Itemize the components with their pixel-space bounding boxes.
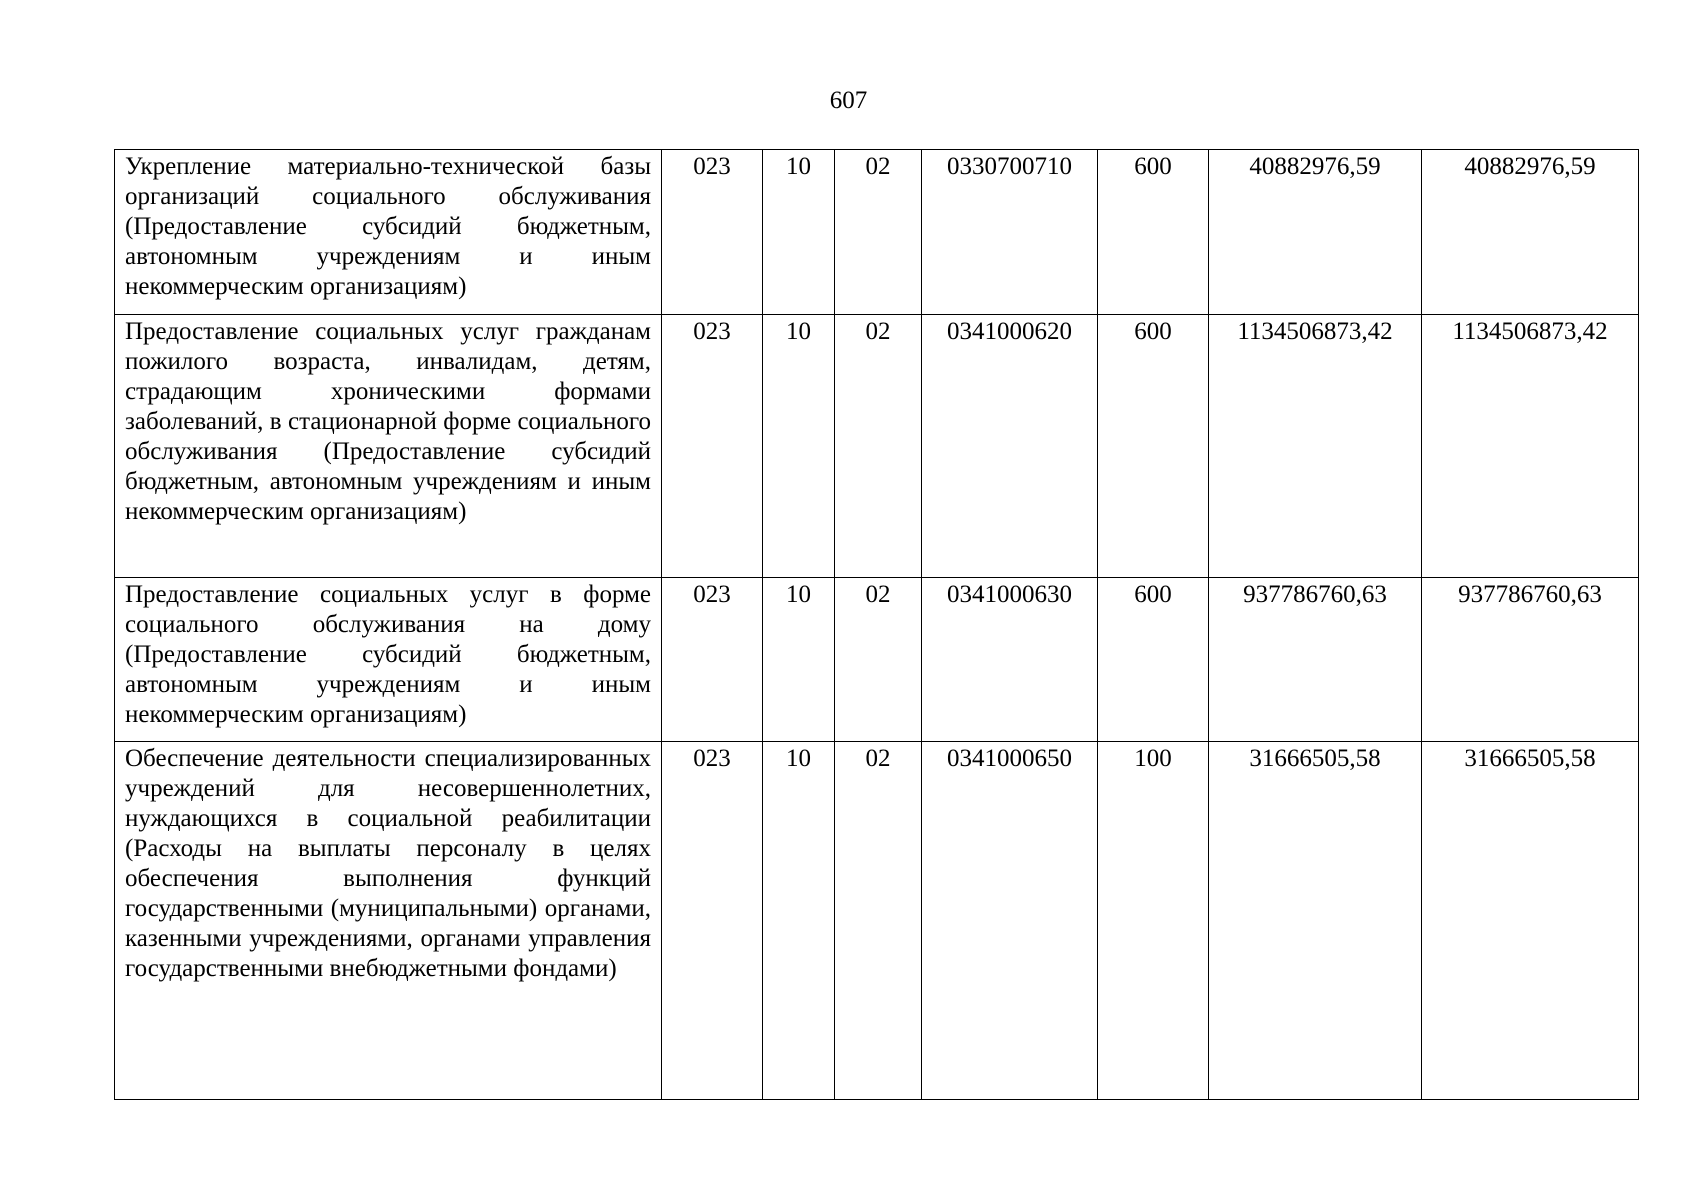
amount-first: 31666505,58	[1209, 742, 1422, 1100]
expense-type-code: 600	[1098, 578, 1209, 742]
table-row	[115, 150, 1639, 315]
page-number: 607	[829, 87, 868, 114]
section-code: 10	[763, 315, 835, 578]
ministry-code: 023	[662, 150, 763, 315]
amount-first: 937786760,63	[1209, 578, 1422, 742]
expense-type-code: 600	[1098, 315, 1209, 578]
amount-first: 1134506873,42	[1209, 315, 1422, 578]
row-description: Укрепление материально-технической базы организаций социального обслуживания (Предоставление субсидий бюджетным, автономным учреждениям и иным некоммерческим организациям)	[115, 150, 662, 315]
target-article-code: 0341000620	[922, 315, 1098, 578]
row-description: Предоставление социальных услуг гражданам пожилого возраста, инвалидам, детям, страдающим хроническими формами заболеваний, в стационарной форме социального обслуживания (Предоставление субсидий бюджетным, автономным учреждениям и иным некоммерческим организациям)	[115, 315, 662, 578]
table-row	[115, 578, 1639, 742]
row-description: Предоставление социальных услуг в форме социального обслуживания на дому (Предоставление субсидий бюджетным, автономным учреждениям и иным некоммерческим организациям)	[115, 578, 662, 742]
amount-second: 1134506873,42	[1422, 315, 1639, 578]
budget-table	[114, 149, 1639, 1100]
table-row	[115, 742, 1639, 1100]
ministry-code: 023	[662, 742, 763, 1100]
section-code: 10	[763, 578, 835, 742]
row-description: Обеспечение деятельности специализированных учреждений для несовершеннолетних, нуждающихся в социальной реабилитации (Расходы на выплаты персоналу в целях обеспечения выполнения функций государственными (муниципальными) органами, казенными учреждениями, органами управления государственными внебюджетными фондами)	[115, 742, 662, 1100]
section-code: 10	[763, 150, 835, 315]
target-article-code: 0341000630	[922, 578, 1098, 742]
subsection-code: 02	[835, 578, 922, 742]
table-row	[115, 315, 1639, 578]
amount-second: 31666505,58	[1422, 742, 1639, 1100]
subsection-code: 02	[835, 742, 922, 1100]
expense-type-code: 100	[1098, 742, 1209, 1100]
expense-type-code: 600	[1098, 150, 1209, 315]
section-code: 10	[763, 742, 835, 1100]
target-article-code: 0330700710	[922, 150, 1098, 315]
amount-second: 937786760,63	[1422, 578, 1639, 742]
subsection-code: 02	[835, 150, 922, 315]
amount-second: 40882976,59	[1422, 150, 1639, 315]
target-article-code: 0341000650	[922, 742, 1098, 1100]
ministry-code: 023	[662, 578, 763, 742]
subsection-code: 02	[835, 315, 922, 578]
amount-first: 40882976,59	[1209, 150, 1422, 315]
ministry-code: 023	[662, 315, 763, 578]
